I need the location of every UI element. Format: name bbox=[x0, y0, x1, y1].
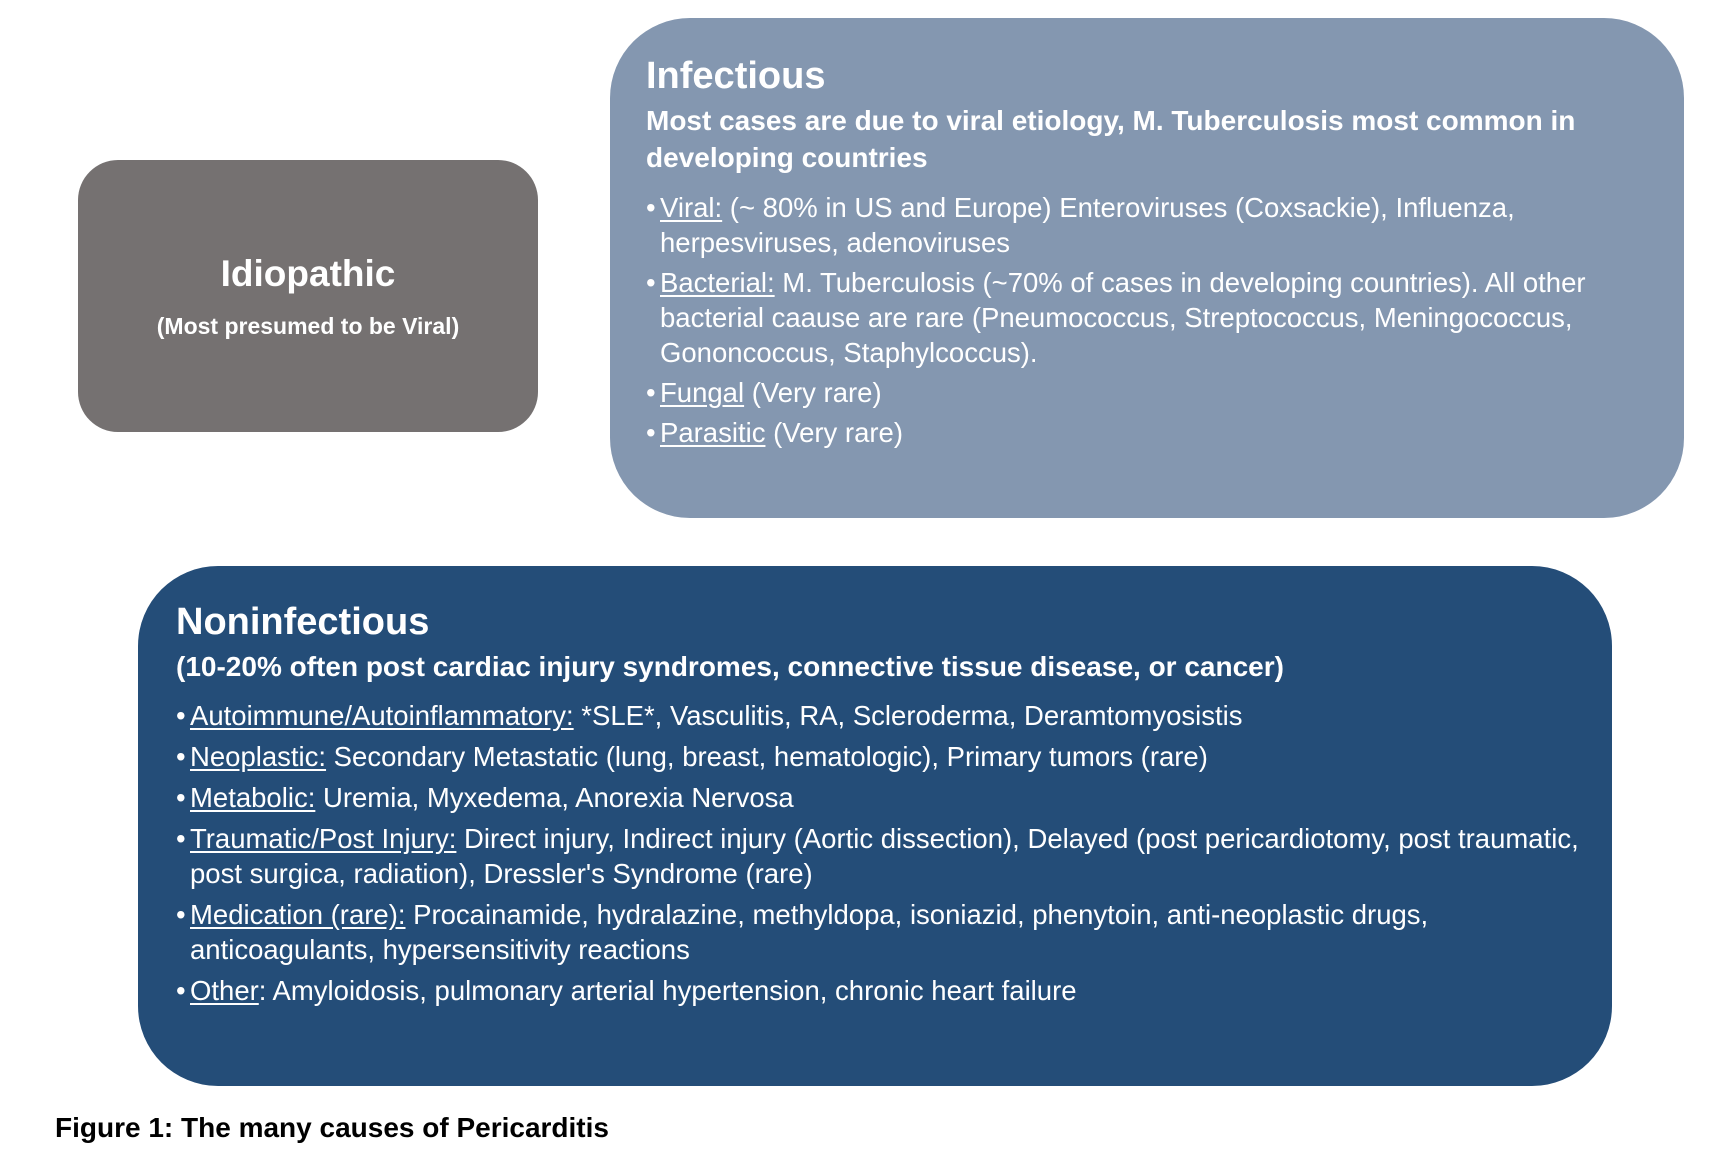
infectious-item-viral bbox=[646, 191, 1654, 261]
bullet-icon: • bbox=[646, 376, 656, 408]
item-text: M. Tuberculosis (~70% of cases in developing countries). All other bacterial caause are rare (Pneumococcus, Streptococcus, Meningococcus, Gononcoccus, Staphylcoccus). bbox=[660, 267, 1586, 368]
item-text: (Very rare) bbox=[744, 376, 882, 408]
noninfectious-subtitle: (10-20% often post cardiac injury syndromes, connective tissue disease, or cancer) bbox=[176, 650, 1284, 682]
infectious-box bbox=[610, 18, 1684, 518]
item-text: Secondary Metastatic (lung, breast, hematologic), Primary tumors (rare) bbox=[326, 741, 1208, 773]
infectious-item-fungal bbox=[646, 376, 1654, 411]
bullet-icon: • bbox=[176, 974, 186, 1006]
noninfectious-list bbox=[176, 699, 1582, 1008]
noninfectious-box bbox=[138, 566, 1612, 1086]
bullet-icon: • bbox=[176, 782, 186, 814]
item-text: (~ 80% in US and Europe) Enteroviruses (Coxsackie), Influenza, herpesviruses, adenoviruses bbox=[660, 192, 1515, 259]
bullet-icon: • bbox=[176, 899, 186, 930]
item-label: Bacterial: bbox=[660, 267, 775, 299]
item-text: (Very rare) bbox=[765, 416, 903, 448]
item-label: Viral: bbox=[660, 192, 723, 224]
item-label: Other bbox=[190, 974, 259, 1006]
item-text: Procainamide, hydralazine, methyldopa, isoniazid, phenytoin, anti-neoplastic drugs, anticoagulants, hypersensitivity reactions bbox=[190, 899, 1429, 965]
infectious-title: Infectious bbox=[646, 55, 826, 97]
item-text: : Amyloidosis, pulmonary arterial hypertension, chronic heart failure bbox=[258, 974, 1077, 1006]
noninfectious-item-medication bbox=[176, 898, 1582, 968]
item-label: Medication (rare): bbox=[190, 899, 406, 930]
bullet-icon: • bbox=[176, 823, 186, 855]
infectious-item-bacterial bbox=[646, 266, 1654, 371]
infectious-subtitle: Most cases are due to viral etiology, M. Tuberculosis most common in developing countries bbox=[646, 104, 1576, 174]
bullet-icon: • bbox=[176, 741, 186, 773]
noninfectious-item-autoimmune bbox=[176, 699, 1582, 734]
item-label: Neoplastic: bbox=[190, 741, 327, 773]
item-text: Uremia, Myxedema, Anorexia Nervosa bbox=[315, 782, 794, 814]
infectious-item-parasitic bbox=[646, 416, 1654, 451]
infectious-list bbox=[646, 191, 1654, 450]
noninfectious-title: Noninfectious bbox=[176, 601, 430, 643]
item-label: Traumatic/Post Injury: bbox=[190, 823, 457, 855]
noninfectious-item-traumatic bbox=[176, 822, 1582, 892]
idiopathic-title: Idiopathic bbox=[220, 252, 396, 294]
item-text: *SLE*, Vasculitis, RA, Scleroderma, Deramtomyosistis bbox=[573, 700, 1243, 732]
bullet-icon: • bbox=[646, 416, 656, 448]
bullet-icon: • bbox=[176, 700, 186, 732]
idiopathic-subtitle: (Most presumed to be Viral) bbox=[156, 312, 460, 339]
noninfectious-item-neoplastic bbox=[176, 740, 1582, 775]
bullet-icon: • bbox=[646, 192, 656, 224]
item-text: Direct injury, Indirect injury (Aortic dissection), Delayed (post pericardiotomy, post traumatic, post surgica, radiation), Dressler's Syndrome (rare) bbox=[190, 823, 1579, 890]
item-label: Autoimmune/Autoinflammatory: bbox=[190, 700, 574, 732]
bullet-icon: • bbox=[646, 267, 656, 299]
item-label: Metabolic: bbox=[190, 782, 316, 814]
item-label: Parasitic bbox=[660, 416, 766, 448]
noninfectious-item-metabolic bbox=[176, 781, 1582, 816]
idiopathic-box bbox=[78, 160, 538, 432]
noninfectious-item-other bbox=[176, 974, 1582, 1009]
figure-caption: Figure 1: The many causes of Pericarditis bbox=[55, 1112, 609, 1143]
item-label: Fungal bbox=[660, 376, 745, 408]
